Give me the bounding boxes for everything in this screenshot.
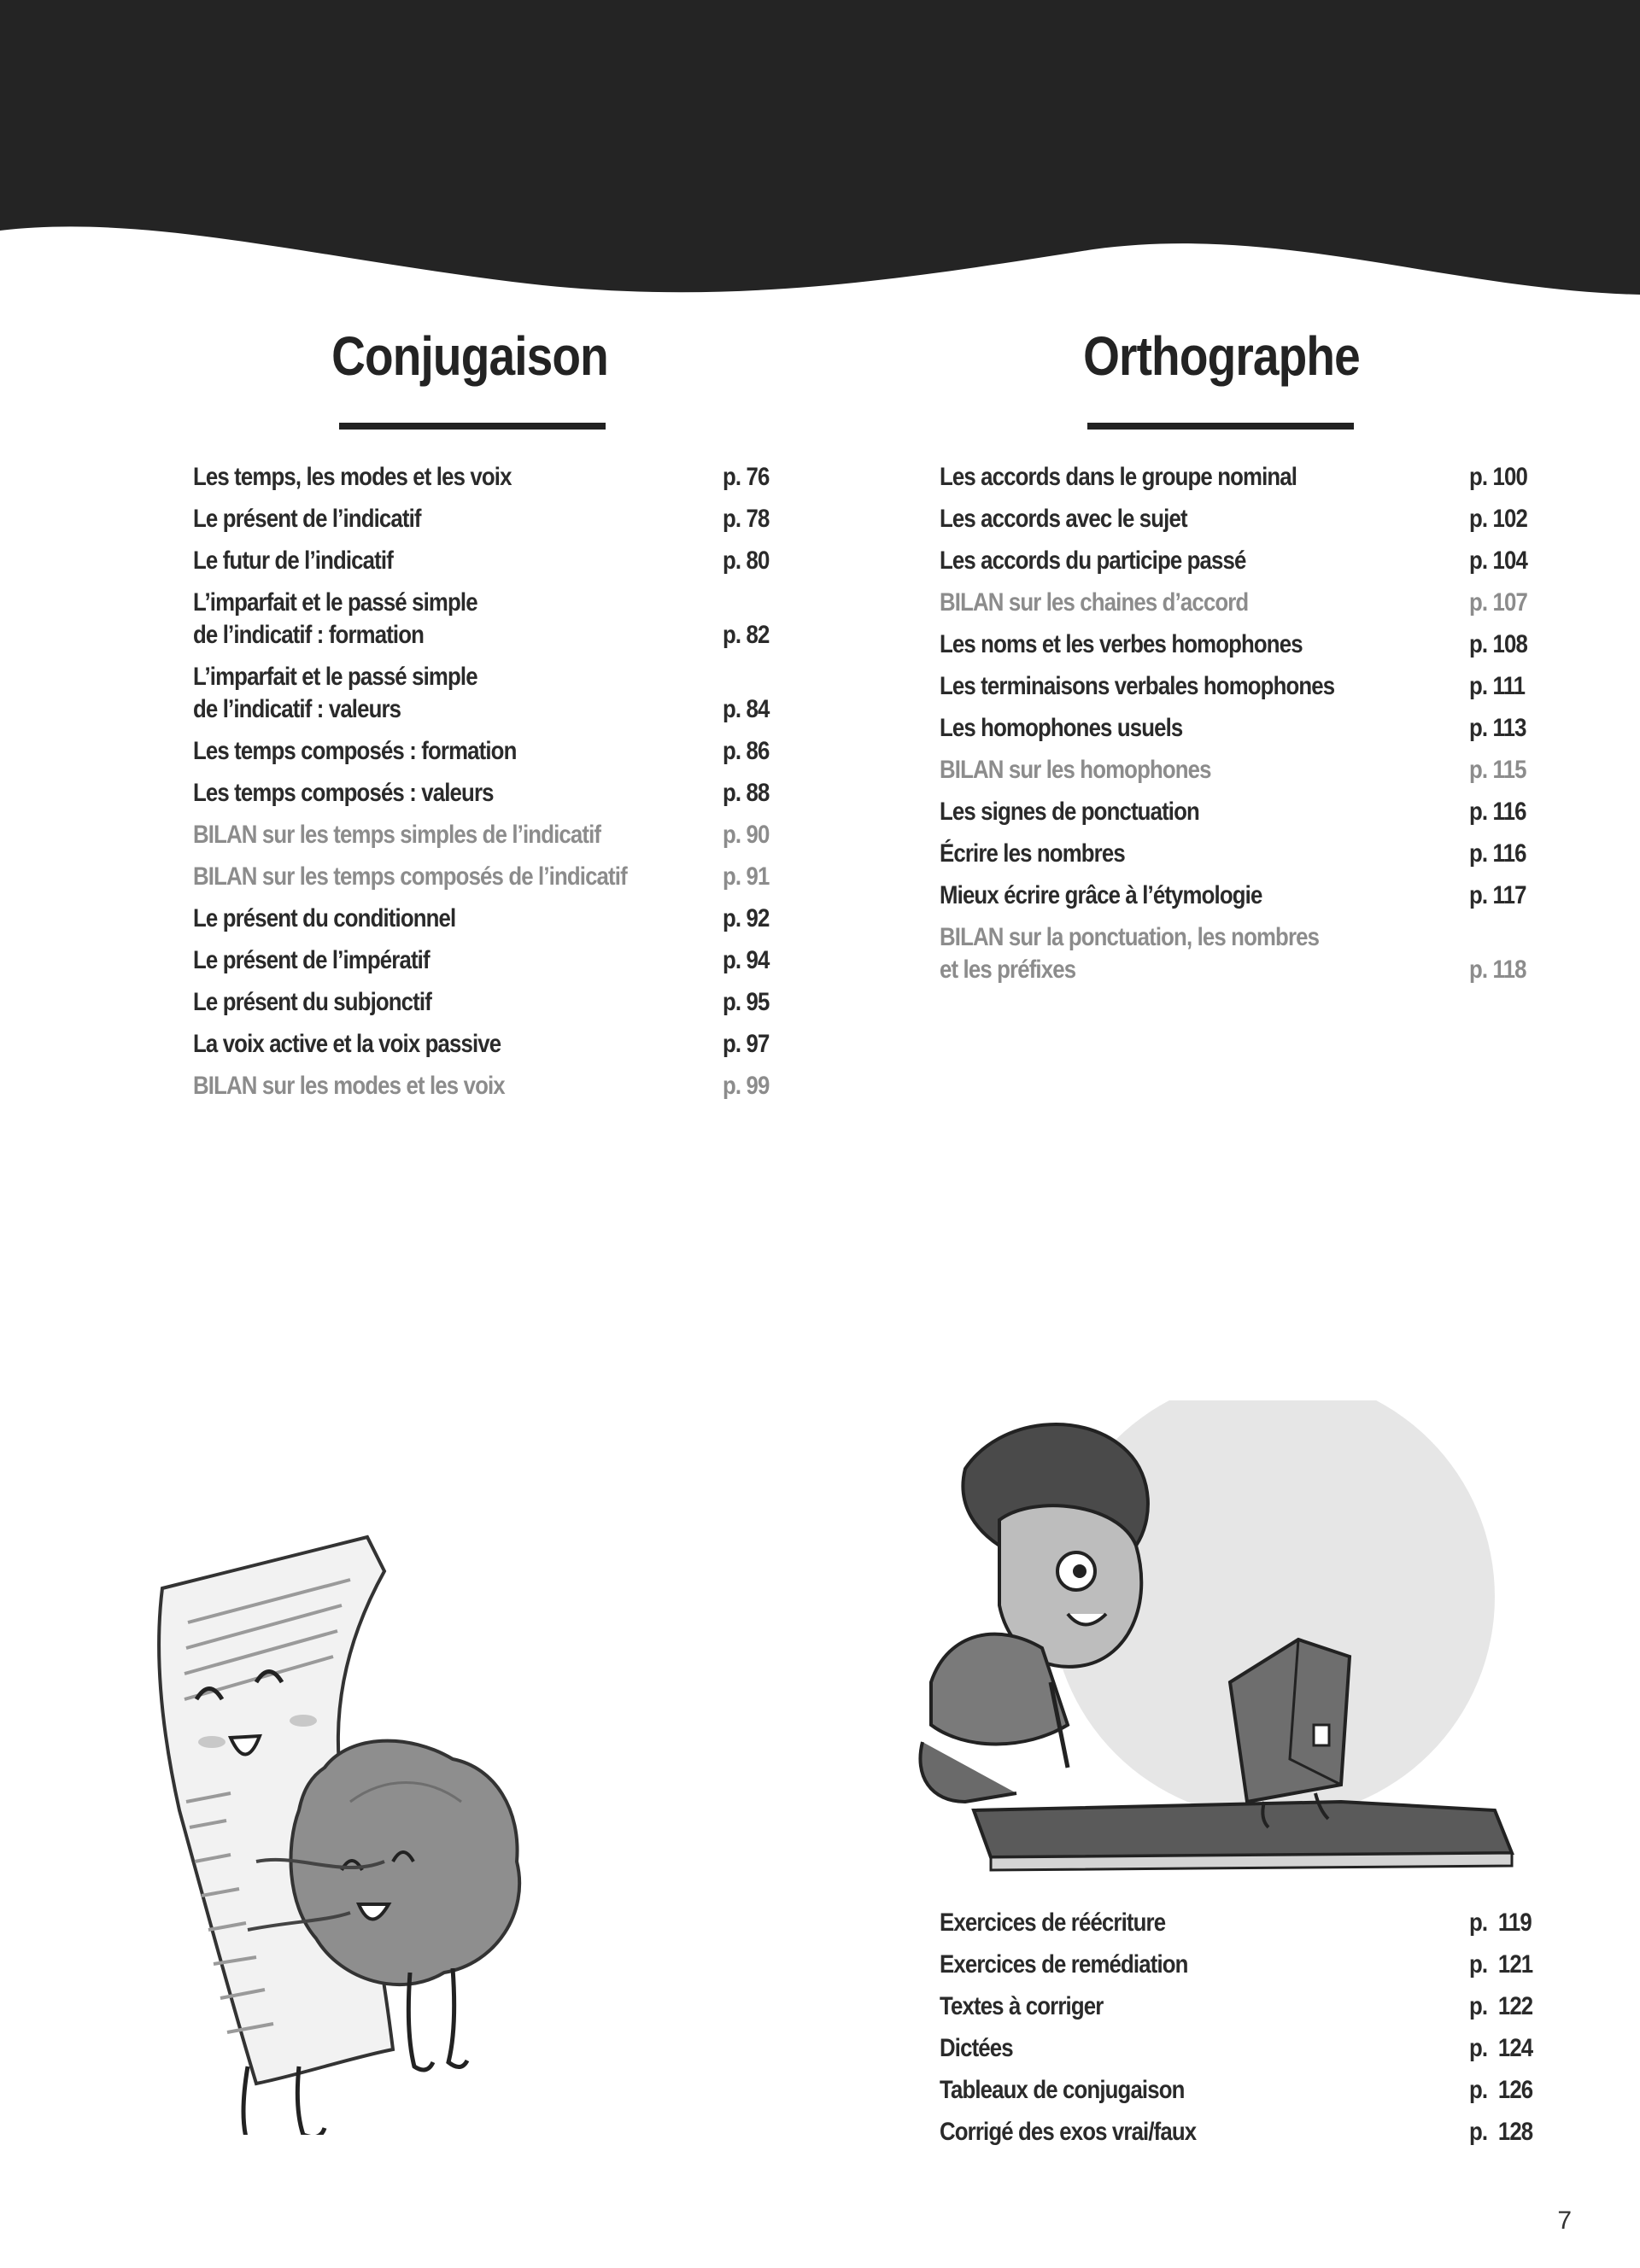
toc-entry-page: p. 95 [723, 988, 770, 1016]
toc-entry-label: Le futur de l’indicatif [193, 547, 393, 575]
toc-entry-label: Le présent de l’impératif [193, 946, 430, 974]
toc-entry-page: p. 117 [1469, 881, 1526, 909]
toc-entry-page: p. 94 [723, 946, 770, 974]
toc-entry[interactable] [940, 670, 1538, 703]
toc-entry[interactable] [940, 2074, 1538, 2107]
toc-entry[interactable] [940, 1907, 1538, 1939]
toc-entry-page: p. 119 [1469, 1909, 1532, 1937]
toc-entry-label: Tableaux de conjugaison [940, 2076, 1185, 2104]
toc-entry-label: Mieux écrire grâce à l’étymologie [940, 881, 1262, 909]
toc-entry[interactable] [193, 587, 791, 652]
toc-entry-label: Les temps composés : formation [193, 737, 517, 765]
toc-entry-page: p. 82 [723, 621, 770, 649]
toc-entry[interactable] [193, 461, 791, 494]
orthographe-title-rule [1087, 423, 1354, 430]
toc-entry-page: p. 88 [723, 779, 770, 807]
toc-entry-label: L’imparfait et le passé simple de l’indicatif : formation [193, 588, 477, 649]
conjugaison-title-rule [339, 423, 606, 430]
toc-entry-label: Les signes de ponctuation [940, 798, 1199, 826]
toc-entry[interactable] [193, 777, 791, 810]
toc-entry[interactable] [940, 628, 1538, 661]
toc-entry-page: p. 99 [723, 1072, 770, 1100]
toc-entry-label: Les noms et les verbes homophones [940, 630, 1303, 658]
toc-entry-label: BILAN sur les temps composés de l’indicatif [193, 862, 627, 891]
toc-entry-page: p. 84 [723, 695, 770, 723]
toc-entry[interactable] [193, 545, 791, 577]
header-band [0, 0, 1640, 307]
toc-entry-label: Le présent de l’indicatif [193, 505, 421, 533]
toc-entry[interactable] [193, 1070, 791, 1102]
child-with-book-illustration [897, 1400, 1546, 1879]
toc-entry-label: Les terminaisons verbales homophones [940, 672, 1335, 700]
toc-entry[interactable] [940, 796, 1538, 828]
toc-entry[interactable] [940, 545, 1538, 577]
toc-entry[interactable] [193, 819, 791, 851]
toc-entry[interactable] [940, 712, 1538, 745]
toc-entry-label: Corrigé des exos vrai/faux [940, 2118, 1197, 2146]
toc-entry-page: p. 104 [1469, 547, 1527, 575]
toc-entry-label: Exercices de réécriture [940, 1909, 1166, 1937]
toc-entry[interactable] [940, 1949, 1538, 1981]
toc-entry[interactable] [193, 1028, 791, 1061]
toc-entry[interactable] [940, 503, 1538, 535]
toc-entry-page: p. 90 [723, 821, 770, 849]
toc-entry-page: p. 78 [723, 505, 770, 533]
toc-entry-page: p. 92 [723, 904, 770, 932]
toc-entry-page: p. 97 [723, 1030, 770, 1058]
toc-entry[interactable] [193, 944, 791, 977]
toc-entry-page: p. 76 [723, 463, 770, 491]
toc-entry-page: p. 121 [1469, 1950, 1533, 1979]
orthographe-title: Orthographe [1083, 325, 1360, 387]
annexes-toc [940, 1907, 1538, 2158]
toc-entry-label: Dictées [940, 2034, 1013, 2062]
toc-entry[interactable] [940, 2116, 1538, 2148]
toc-entry-page: p. 108 [1469, 630, 1527, 658]
toc-entry[interactable] [940, 754, 1538, 786]
toc-entry-page: p. 80 [723, 547, 770, 575]
toc-entry-label: Le présent du conditionnel [193, 904, 456, 932]
toc-entry-page: p. 91 [723, 862, 770, 891]
toc-entry-page: p. 122 [1469, 1992, 1533, 2020]
toc-entry-label: Les accords avec le sujet [940, 505, 1187, 533]
conjugaison-toc [193, 461, 791, 1112]
toc-entry-label: Les accords dans le groupe nominal [940, 463, 1297, 491]
toc-entry-label: Les temps, les modes et les voix [193, 463, 512, 491]
toc-entry-page: p. 86 [723, 737, 770, 765]
toc-entry-label: BILAN sur les temps simples de l’indicatif [193, 821, 601, 849]
toc-entry-label: La voix active et la voix passive [193, 1030, 501, 1058]
paper-and-ball-illustration [128, 1520, 572, 2135]
toc-entry-page: p. 124 [1469, 2034, 1533, 2062]
toc-entry-label: BILAN sur les modes et les voix [193, 1072, 505, 1100]
toc-entry-page: p. 126 [1469, 2076, 1533, 2104]
toc-entry-page: p. 111 [1469, 672, 1526, 700]
toc-entry[interactable] [193, 661, 791, 726]
toc-entry[interactable] [940, 880, 1538, 912]
table [974, 1802, 1512, 1870]
toc-entry-label: Le présent du subjonctif [193, 988, 431, 1016]
toc-entry[interactable] [940, 2032, 1538, 2065]
toc-entry[interactable] [193, 986, 791, 1019]
toc-entry-page: p. 128 [1469, 2118, 1533, 2146]
toc-entry[interactable] [940, 1990, 1538, 2023]
toc-entry-label: Textes à corriger [940, 1992, 1104, 2020]
toc-entry-page: p. 107 [1469, 588, 1527, 617]
toc-entry[interactable] [940, 921, 1538, 986]
toc-entry[interactable] [193, 735, 791, 768]
toc-entry-page: p. 118 [1469, 956, 1526, 984]
toc-entry-label: BILAN sur les homophones [940, 756, 1211, 784]
toc-entry-label: Les homophones usuels [940, 714, 1183, 742]
page-number: 7 [1557, 2207, 1572, 2235]
toc-entry-page: p. 113 [1469, 714, 1526, 742]
orthographe-toc [940, 461, 1538, 996]
toc-entry-label: Écrire les nombres [940, 839, 1125, 868]
toc-entry-page: p. 116 [1469, 798, 1526, 826]
toc-entry-page: p. 115 [1469, 756, 1526, 784]
toc-entry-label: Les temps composés : valeurs [193, 779, 494, 807]
toc-entry-label: L’imparfait et le passé simple de l’indicatif : valeurs [193, 663, 477, 723]
toc-entry[interactable] [940, 838, 1538, 870]
toc-entry[interactable] [193, 903, 791, 935]
toc-entry-page: p. 116 [1469, 839, 1526, 868]
toc-entry-label: Exercices de remédiation [940, 1950, 1188, 1979]
toc-entry[interactable] [940, 587, 1538, 619]
toc-entry[interactable] [940, 461, 1538, 494]
conjugaison-title: Conjugaison [331, 325, 608, 387]
toc-entry[interactable] [193, 861, 791, 893]
toc-entry-label: BILAN sur les chaines d’accord [940, 588, 1249, 617]
toc-entry[interactable] [193, 503, 791, 535]
toc-entry-label: BILAN sur la ponctuation, les nombres et les préfixes [940, 923, 1320, 984]
toc-entry-label: Les accords du participe passé [940, 547, 1246, 575]
toc-entry-page: p. 100 [1469, 463, 1527, 491]
toc-entry-page: p. 102 [1469, 505, 1527, 533]
